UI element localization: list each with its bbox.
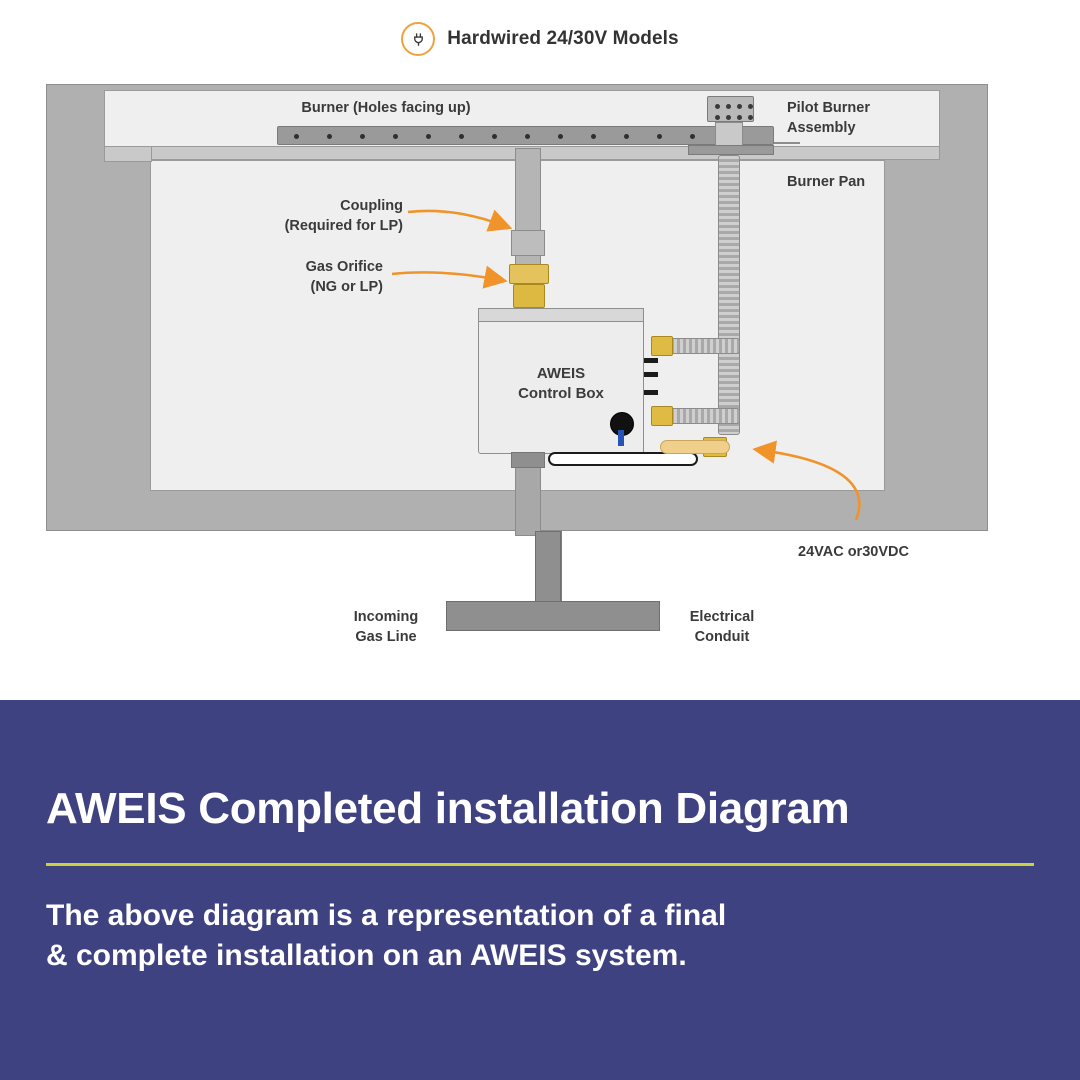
label-power-input: 24VAC or30VDC (798, 544, 909, 560)
power-wire-loop (548, 452, 698, 466)
label-pilot-burner (787, 99, 967, 138)
control-box-label (478, 364, 644, 405)
control-box-label-line2: Control Box (518, 385, 604, 403)
caption-panel (0, 700, 1080, 1080)
coupling-fitting (511, 230, 545, 256)
label-electrical-conduit (642, 608, 802, 647)
burner-tube (277, 126, 774, 145)
label-pilot-burner-line1: Pilot Burner (787, 100, 870, 116)
pilot-burner-base (688, 145, 774, 155)
label-burner: Burner (Holes facing up) (301, 100, 471, 116)
panel-divider (46, 863, 1034, 866)
label-burner-pan: Burner Pan (787, 174, 866, 190)
pilot-burner-port (715, 115, 720, 120)
label-electrical-conduit-line1: Electrical (689, 609, 755, 625)
sensor-wire-lower (644, 390, 658, 395)
diagram-header (0, 22, 1080, 56)
panel-title: AWEIS Completed installation Diagram (46, 784, 850, 833)
sensor-wire-mid (644, 372, 658, 377)
burner-hole (360, 134, 365, 139)
burner-hole (657, 134, 662, 139)
pilot-burner-port (726, 104, 731, 109)
pilot-burner-port (715, 104, 720, 109)
burner-hole (327, 134, 332, 139)
outlet-pipe-collar (511, 452, 545, 468)
burner-hole (591, 134, 596, 139)
gas-orifice-body (513, 284, 545, 308)
pilot-burner-port (737, 104, 742, 109)
label-incoming-gas-line1: Incoming (353, 609, 419, 625)
pilot-burner-port (748, 104, 753, 109)
pilot-burner-port (748, 115, 753, 120)
burner-hole (393, 134, 398, 139)
brass-fitting-upper (651, 336, 673, 356)
control-box-label-line1: AWEIS (536, 365, 586, 382)
panel-subtitle-line2: & complete installation on an AWEIS system. (46, 938, 687, 972)
burner-hole (624, 134, 629, 139)
burner-hole (492, 134, 497, 139)
diagram-header-title: Hardwired 24/30V Models (447, 28, 679, 49)
brass-fitting-lower (651, 406, 673, 426)
label-coupling-line2: (Required for LP) (284, 217, 403, 234)
panel-subtitle (46, 896, 1034, 975)
panel-subtitle-line1: The above diagram is a representation of a final (46, 899, 727, 932)
label-incoming-gas-line2: Gas Line (355, 628, 417, 645)
label-gas-orifice (170, 258, 383, 297)
label-pilot-burner-line2: Assembly (787, 119, 856, 136)
burner-hole (294, 134, 299, 139)
control-box-lid (478, 308, 644, 322)
label-electrical-conduit-line2: Conduit (694, 628, 750, 645)
label-coupling (170, 197, 403, 236)
pilot-burner-port (737, 115, 742, 120)
label-gas-orifice-line1: Gas Orifice (305, 259, 383, 275)
flex-conduit-vertical (718, 155, 740, 435)
burner-hole (426, 134, 431, 139)
burner-hole (525, 134, 530, 139)
burner-hole (558, 134, 563, 139)
pilot-burner-port (726, 115, 731, 120)
power-plug-icon (401, 22, 435, 56)
power-lead (660, 440, 730, 454)
label-incoming-gas-line (306, 608, 466, 647)
control-box-knob-stem (618, 430, 624, 446)
burner-pan-left-lip (104, 146, 152, 162)
incoming-gas-foot (446, 601, 660, 631)
gas-orifice-fitting (509, 264, 549, 284)
label-gas-orifice-line2: (NG or LP) (310, 278, 383, 295)
burner-hole (459, 134, 464, 139)
label-coupling-line1: Coupling (340, 198, 403, 214)
sensor-wire-upper (644, 358, 658, 363)
burner-hole (690, 134, 695, 139)
pilot-burner-block (707, 96, 754, 122)
